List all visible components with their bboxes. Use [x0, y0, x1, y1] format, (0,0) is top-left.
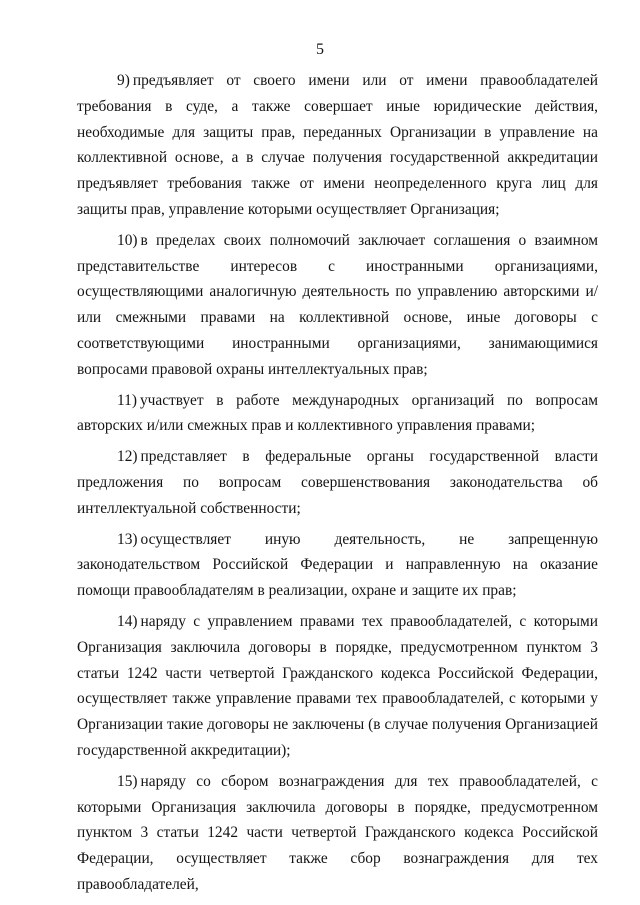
item-text: наряду со сбором вознаграждения для тех правообладателей, с которыми Организация заключила договоры в порядке, предусмотренном пунктом 3 статьи 1242 части четвертой Гражданского кодекса Российской Федерации, осуществляет также сбор вознаграждения для тех правообладателей,: [77, 772, 598, 893]
list-item: [77, 769, 598, 898]
list-item: [77, 444, 598, 521]
item-number: 9): [117, 72, 130, 89]
list-item: [77, 527, 598, 604]
item-text: в пределах своих полномочий заключает соглашения о взаимном представительстве интересов с иностранными организациями, осуществляющими аналогичную деятельность по управлению авторскими и/или смежными правами на коллективной основе, иные договоры с соответствующими иностранными организациями, занимающимися вопросами правовой охраны интеллектуальных прав;: [77, 231, 598, 378]
document-body: [77, 68, 598, 903]
item-number: 11): [117, 391, 137, 409]
list-item: [77, 68, 598, 223]
item-number: 14): [117, 612, 138, 630]
list-item: [77, 388, 598, 440]
item-text: предъявляет от своего имени или от имени правообладателей требования в суде, а также совершает иные юридические действия, необходимые для защиты прав, переданных Организации в управление на коллективной основе, а в случае получения государственной аккредитации предъявляет требования также от имени неопределенного круга лиц для защиты прав, управление которыми осуществляет Организация;: [77, 72, 598, 218]
item-text: наряду с управлением правами тех правообладателей, с которыми Организация заключила договоры в порядке, предусмотренном пунктом 3 статьи 1242 части четвертой Гражданского кодекса Российской Федерации, осуществляет также управление правами тех правообладателей, с которыми у Организации такие договоры не заключены (в случае получения Организацией государственной аккредитации);: [77, 612, 598, 759]
item-number: 10): [117, 231, 138, 249]
item-text: участвует в работе международных организаций по вопросам авторских и/или смежных прав и коллективного управления правами;: [77, 391, 598, 435]
list-item: [77, 609, 598, 764]
page-number: 5: [316, 41, 324, 58]
item-text: осуществляет иную деятельность, не запрещенную законодательством Российской Федерации и направленную на оказание помощи правообладателям в реализации, охране и защите их прав;: [77, 530, 598, 600]
item-number: 15): [117, 772, 138, 790]
item-text: представляет в федеральные органы государственной власти предложения по вопросам совершенствования законодательства об интеллектуальной собственности;: [77, 448, 598, 517]
item-number: 12): [117, 448, 138, 466]
item-number: 13): [117, 530, 138, 548]
list-item: [77, 228, 598, 383]
